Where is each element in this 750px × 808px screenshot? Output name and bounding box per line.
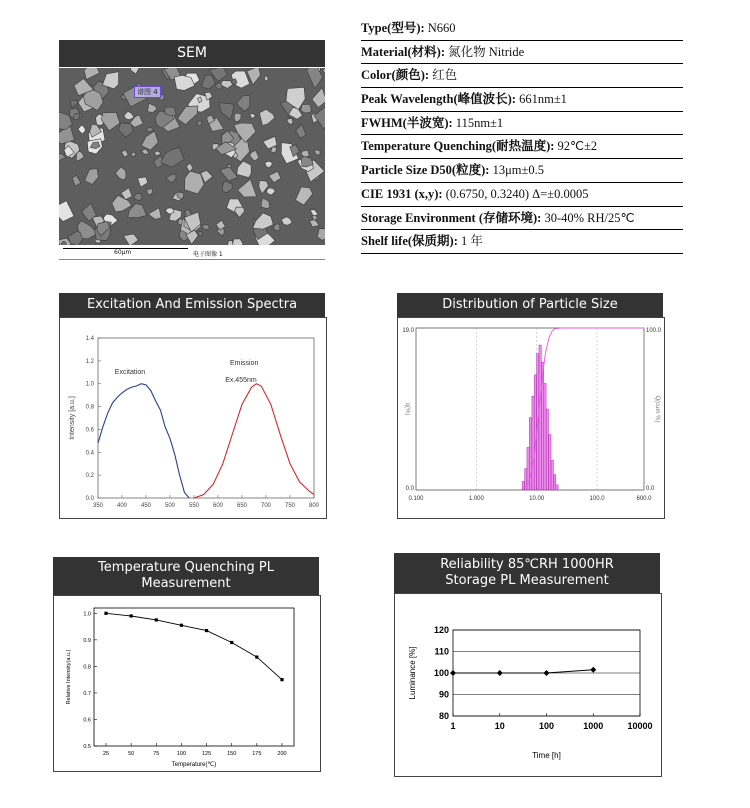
- spectra-plot-frame: [98, 338, 314, 498]
- spectra-y-tick-label: 0.4: [85, 450, 94, 457]
- spectra-chart: [60, 318, 326, 518]
- spec-value: 30-40% RH/25℃: [544, 210, 635, 225]
- spec-value: 1 年: [460, 234, 483, 249]
- quench-y-tick-label: 0.6: [83, 717, 91, 724]
- quench-y-tick-label: 0.8: [83, 664, 91, 671]
- spec-row: [361, 88, 683, 112]
- quench-x-tick-label: 150: [227, 751, 237, 757]
- spec-value: 92℃±2: [557, 139, 598, 154]
- sem-caption: 电子图像 1: [193, 251, 223, 258]
- spec-row: [361, 135, 683, 159]
- psd-x-tick-label: 0.100: [408, 496, 424, 502]
- sem-marker: 谱图 4: [134, 86, 161, 98]
- spec-row: [361, 230, 683, 254]
- spectra-title: Excitation And Emission Spectra: [59, 293, 325, 317]
- quench-y-tick-label: 0.7: [83, 690, 91, 697]
- spectra-series-excitation: [98, 384, 189, 498]
- quench-x-tick-label: 175: [252, 751, 262, 757]
- spectra-series-emission: [194, 384, 314, 498]
- spec-key: Temperature Quenching(耐热温度):: [361, 139, 558, 154]
- reliability-y-tick-label: 110: [434, 646, 449, 657]
- reliability-y-tick-label: 120: [433, 625, 449, 635]
- spectra-x-tick-label: 700: [260, 503, 272, 509]
- sem-title: SEM: [59, 40, 325, 67]
- quench-plot-frame: [94, 608, 294, 746]
- psd-chart: [398, 318, 664, 518]
- spec-value: 115nm±1: [455, 115, 504, 130]
- spec-value: 13μm±0.5: [492, 163, 544, 178]
- sem-scale-label: 60µm: [114, 249, 132, 256]
- spec-key: Type(型号):: [361, 21, 428, 35]
- spec-row: [361, 159, 683, 183]
- psd-bar: [551, 460, 553, 490]
- quench-point: [205, 629, 208, 632]
- sem-footer: [59, 245, 325, 260]
- spec-key: Peak Wavelength(峰值波长):: [361, 92, 520, 107]
- psd-left-axis-label: q(%): [404, 402, 410, 416]
- reliability-chart: [395, 594, 661, 776]
- quench-title: [53, 557, 319, 595]
- spectra-emission-note: Ex.455nm: [225, 377, 257, 384]
- quench-x-tick-label: 125: [201, 751, 212, 757]
- reliability-y-tick-label: 80: [438, 711, 449, 721]
- psd-y-left-bottom: 0.0: [405, 486, 414, 492]
- spectra-excitation-label: Excitation: [114, 369, 146, 376]
- spectra-x-tick-label: 450: [140, 503, 152, 509]
- spectra-x-tick-label: 800: [308, 503, 320, 509]
- psd-y-right-bottom: 0.0: [646, 486, 655, 492]
- quench-point: [155, 618, 158, 621]
- reliability-title-line1: Reliability 85℃RH 1000HR: [440, 557, 614, 572]
- spec-key: CIE 1931 (x,y):: [361, 186, 446, 201]
- psd-bar: [553, 475, 555, 490]
- reliability-x-tick-label: 1: [450, 721, 456, 731]
- psd-x-tick-label: 1.000: [468, 496, 484, 502]
- reliability-y-tick-label: 100: [433, 668, 449, 678]
- reliability-x-axis-label: Time [h]: [532, 751, 561, 760]
- sem-micrograph: [59, 68, 325, 245]
- reliability-y-axis-label: Luminance [%]: [408, 646, 417, 700]
- quench-y-tick-label: 0.5: [83, 744, 91, 750]
- reliability-x-tick-label: 10000: [627, 721, 653, 731]
- sem-image: [59, 68, 325, 245]
- spectra-y-tick-label: 0.8: [85, 404, 94, 411]
- spectra-x-tick-label: 550: [188, 503, 200, 509]
- spec-row: [361, 41, 683, 65]
- psd-bar: [532, 396, 534, 490]
- spec-row: [361, 112, 683, 136]
- spec-value: (0.6750, 0.3240) Δ=±0.0005: [445, 186, 589, 201]
- quench-y-tick-label: 1.0: [83, 611, 91, 618]
- spectra-y-tick-label: 1.2: [85, 358, 94, 365]
- psd-bar: [546, 409, 548, 490]
- spec-value: 氮化物 Nitride: [448, 44, 525, 59]
- spectra-y-axis-label: Intensity [a.u.]: [69, 396, 76, 440]
- spectra-x-tick-label: 400: [116, 503, 128, 509]
- spec-row: [361, 17, 683, 41]
- quench-x-tick-label: 200: [277, 751, 287, 757]
- spec-row: [361, 207, 683, 231]
- psd-bar: [534, 375, 536, 490]
- reliability-x-tick-label: 1000: [583, 721, 604, 731]
- reliability-title: [394, 553, 660, 593]
- reliability-title-line2: Storage PL Measurement: [445, 573, 609, 588]
- quench-point: [130, 614, 133, 617]
- psd-title: Distribution of Particle Size: [397, 293, 663, 317]
- spec-key: Particle Size D50(粒度):: [361, 163, 493, 178]
- spectra-x-tick-label: 600: [212, 503, 224, 509]
- psd-bar: [539, 345, 541, 490]
- spec-value: N660: [427, 21, 456, 35]
- spec-key: Color(颜色):: [361, 68, 433, 83]
- quench-point: [255, 655, 258, 658]
- spectra-x-tick-label: 350: [92, 503, 104, 509]
- spec-key: Storage Environment (存储环境):: [361, 210, 545, 225]
- sem-grain: [165, 107, 177, 116]
- psd-bar: [549, 435, 551, 490]
- quench-y-tick-label: 0.9: [83, 637, 91, 644]
- spectra-y-tick-label: 0.0: [85, 496, 94, 502]
- quench-chart: [54, 596, 320, 771]
- quench-x-tick-label: 50: [128, 751, 135, 757]
- spec-key: Material(材料):: [361, 44, 449, 59]
- spectra-y-tick-label: 0.6: [85, 427, 94, 434]
- quench-point: [104, 612, 107, 615]
- quench-y-axis-label: Relative Intensity(a.u.): [66, 649, 72, 705]
- psd-y-right-top: 100.0: [646, 328, 662, 334]
- quench-point: [280, 678, 283, 681]
- spec-row: [361, 64, 683, 88]
- psd-chart-box: [397, 317, 665, 519]
- reliability-x-tick-label: 10: [494, 721, 505, 731]
- quench-title-line2: Measurement: [141, 576, 231, 591]
- quench-chart-box: [53, 595, 321, 772]
- spectra-chart-box: [59, 317, 327, 519]
- psd-bar: [544, 383, 546, 490]
- spec-table: [361, 17, 683, 254]
- quench-x-tick-label: 25: [102, 751, 110, 757]
- quench-point: [230, 641, 233, 644]
- psd-x-tick-label: 100.0: [589, 496, 605, 502]
- psd-right-axis-label: Q(cum %): [654, 395, 660, 423]
- psd-x-tick-label: 10.00: [529, 496, 545, 502]
- reliability-y-tick-label: 90: [438, 689, 449, 700]
- psd-y-left-top: 19.0: [402, 328, 414, 334]
- spec-key: FWHM(半波宽):: [361, 115, 456, 130]
- quench-point: [180, 624, 183, 627]
- spectra-x-tick-label: 750: [284, 503, 296, 509]
- spectra-y-tick-label: 1.0: [85, 381, 94, 388]
- spectra-y-tick-label: 0.2: [85, 473, 94, 480]
- spectra-x-tick-label: 650: [236, 503, 248, 509]
- psd-x-tick-label: 600.0: [636, 496, 652, 502]
- spectra-x-tick-label: 500: [164, 503, 176, 509]
- quench-x-tick-label: 75: [153, 751, 160, 757]
- spec-value: 红色: [432, 68, 458, 83]
- psd-bar: [556, 485, 558, 490]
- spec-value: 661nm±1: [519, 92, 567, 107]
- sem-grain: [301, 104, 312, 113]
- quench-line: [106, 613, 282, 679]
- spectra-y-tick-label: 1.4: [85, 336, 94, 342]
- spectra-emission-label: Emission: [230, 359, 259, 367]
- spec-row: [361, 183, 683, 207]
- quench-title-line1: Temperature Quenching PL: [98, 560, 274, 575]
- spec-key: Shelf life(保质期):: [361, 234, 461, 249]
- reliability-chart-box: [394, 593, 662, 777]
- quench-x-tick-label: 100: [176, 751, 187, 757]
- quench-x-axis-label: Temperature(℃): [171, 762, 217, 768]
- reliability-x-tick-label: 100: [538, 721, 555, 731]
